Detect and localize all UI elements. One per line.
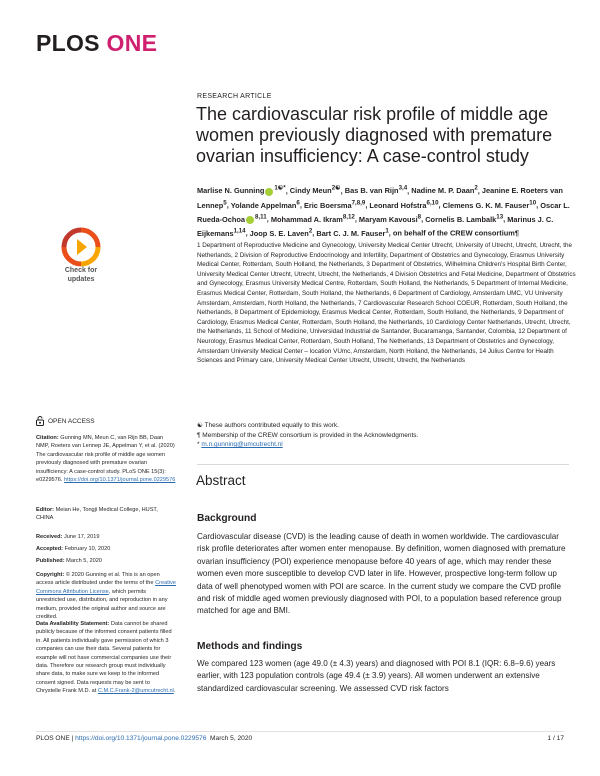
email-link[interactable]: m.n.gunning@umcutrecht.nl	[201, 441, 283, 449]
author-affiliation-marks: 6,10	[426, 199, 439, 207]
author-notes	[197, 421, 567, 450]
received-label: Received:	[36, 534, 63, 540]
author-name	[443, 201, 537, 210]
author-affiliation-marks: 8	[417, 213, 422, 221]
editor-text: Meian He, Tongji Medical College, HUST, CHINA	[36, 507, 158, 522]
author-affiliation-marks: 2☯	[331, 185, 341, 192]
data-availability-text: Data cannot be shared publicly because of the informed consent patients filled in. All patients individually gave permission of which 3 companies can use their data. Several patients for example will not have commercial companies use their data. Therefore our research group must individually share data, to make sure we keep to the informed consent signed. Data requests may be sent to Chrystelle Frank M.D. at	[36, 621, 172, 695]
author-name	[197, 186, 286, 195]
author-name	[304, 201, 365, 210]
author-name-text: Leonard Hofstra	[369, 200, 427, 210]
open-access-label: OPEN ACCESS	[48, 417, 95, 425]
check-updates-label: Check for updates	[64, 267, 98, 283]
equal-contribution-note: ☯ These authors contributed equally to this work.	[197, 422, 339, 429]
author-name-text: Yolande Appelman	[230, 200, 297, 210]
open-access-badge	[36, 416, 95, 426]
author-name-text: Marlise N. Gunning	[197, 186, 265, 196]
check-updates-icon	[58, 227, 104, 267]
data-availability-end: .	[173, 688, 176, 695]
citation-doi-link[interactable]: https://doi.org/10.1371/journal.pone.0229576	[64, 477, 176, 484]
author-affiliation-marks: 3,4	[398, 185, 408, 192]
author-affiliation-marks: 1	[385, 227, 389, 235]
copyright-text: © 2020 Gunning et al. This is an open access article distributed under the terms of the	[36, 572, 160, 587]
author-name-text: Marinus J. C. Eijkemans	[197, 214, 554, 238]
author-list: Marlise N. Gunning $^{1☯*}$, Cindy Meun$^{2☯}$, Bas B. van Rijn$^{3,4}$, Nadine M. P. Daan$^2$, Jeanine E. Roeters van Lennep$^5$, Yolande Appelman$^6$, Eric Boersma$^{7,8,9}$, Leonard Hofstra$^{6,10}$, Clemens G. K. M. Fauser$^{10}$, Oscar L. Rueda-Ochoa $^{8,11}$, Mohammad A. Ikram$^{8,12}$, Maryam Kavousi$^8$, Cornelis B. Lambalk$^{13}$, Marinus J. C. Eijkemans$^{1,14}$, Joop S. E. Laven$^2$, Bart C. J. M. Fauser$^1$, on behalf of the CREW consortium¶	[197, 185, 570, 238]
check-for-updates-badge[interactable]	[58, 227, 104, 287]
author-name	[231, 201, 300, 210]
methods-text: We compared 123 women (age 49.0 (± 4.3) years) and diagnosed with POI 8.1 (IQR: 6.8–9.6) years earlier, with 123 population controls (age 49.4 (± 3.9) years). All women underwent an extensive standardized cardiovascular screening. We assessed CVD risk factors	[197, 659, 556, 693]
author-name-text: Bart C. J. M. Fauser	[316, 228, 386, 238]
author-affiliation-marks: 2	[474, 185, 478, 192]
author-affiliation-marks: 10	[529, 199, 537, 207]
author-name	[316, 229, 388, 238]
affiliations: 1 Department of Reproductive Medicine and Gynecology, University Medical Center Utrecht, University of Utrecht, Utrecht, Utrecht, the Netherlands, 2 Division of Reproductive Endocrinology and Infertility, Department of Obstetrics and Gynecology, Erasmus University Medical Center, Rotterdam, South Holland, the Netherlands, 3 Department of Obstetrics, Wilhelmina Children's Hospital Birth Center, University Medical Center Utrecht, Utrecht, Utrecht, the Netherlands, 4 Division Obstetrics and Fetal Medicine, Department of Obstetrics and Gynecology, Erasmus University Medical Centre, Rotterdam, South Holland, the Netherlands, 5 Department of Internal Medicine, Erasmus Medical Center, Rotterdam, South Holland, the Netherlands, 6 Department of Cardiology, Amsterdam UMC, VU University Amsterdam, Amsterdam, North Holland, the Netherlands, 7 Cardiovascular Research School COEUR, Rotterdam, South Holland, the Netherlands, 8 Department of Epidemiology, Erasmus Medical Center, Rotterdam, South Holland, the Netherlands, 9 Department of Cardiology, Erasmus Medical Center, Rotterdam, South Holland, the Netherlands, 10 Cardiology Center Netherlands, Utrecht, Utrecht, the Netherlands, 11 School of Medicine, Universidad Industrial de Santander, Bucaramanga, Santander, Colombia, 12 Department of Neurology, Erasmus Medical Center, Rotterdam, South Holland, The Netherlands, 13 Department of Obstetrics and Gynecology, Amsterdam University Medical Center – location VUmc, Amsterdam, North Holland, the Netherlands, 14 Julius Centre for Health Sciences and Primary care, University Medical Center Utrecht, Utrecht, Utrecht, the Netherlands	[197, 242, 576, 365]
received-block	[36, 533, 176, 541]
received-date: June 17, 2019	[64, 534, 100, 540]
copyright-block	[36, 571, 176, 621]
author-name-text: Maryam Kavousi	[358, 214, 418, 224]
open-lock-icon	[36, 416, 44, 426]
author-name-text: Cornelis B. Lambalk	[425, 214, 497, 224]
author-affiliation-marks: 8,11	[255, 213, 267, 221]
author-name	[345, 186, 407, 195]
editor-block	[36, 506, 176, 523]
accepted-label: Accepted:	[36, 546, 64, 552]
footer-doi-link[interactable]: https://doi.org/10.1371/journal.pone.0229576	[75, 735, 207, 742]
author-affiliation-marks: 1,14	[233, 227, 246, 235]
author-name-text: Mohammad A. Ikram	[270, 214, 343, 224]
license-link[interactable]: Creative Commons Attribution License	[36, 580, 176, 595]
accepted-block	[36, 545, 176, 553]
author-name	[250, 229, 313, 238]
page-number: 1 / 17	[547, 735, 564, 742]
data-availability-block	[36, 620, 176, 696]
author-affiliation-marks: 1☯*	[274, 185, 286, 192]
corresponding-email	[197, 440, 567, 450]
article-title: The cardiovascular risk profile of middle age women previously diagnosed with premature ovarian insufficiency: A case-control study	[196, 104, 553, 166]
author-name-text: Cindy Meun	[289, 186, 332, 196]
email-prefix: *	[197, 441, 202, 449]
journal-logo[interactable]	[36, 30, 157, 57]
journal-logo-one: ONE	[106, 30, 158, 56]
accepted-date: February 10, 2020	[64, 546, 111, 552]
author-affiliation-marks: 6	[296, 199, 300, 207]
article-type: RESEARCH ARTICLE	[197, 93, 272, 100]
author-name	[369, 201, 438, 210]
data-request-email[interactable]: C.M.C.Frank-2@umcutrecht.nl	[97, 688, 174, 695]
editor-label: Editor:	[36, 507, 55, 513]
author-affiliation-marks: 8,12	[342, 213, 355, 221]
divider	[197, 464, 569, 465]
citation-label: Citation:	[36, 435, 59, 441]
data-availability-label: Data Availability Statement:	[36, 621, 110, 627]
methods-heading: Methods and findings	[197, 641, 303, 652]
citation-block	[36, 434, 176, 484]
membership-note: ¶ Membership of the CREW consortium is provided in the Acknowledgments.	[197, 431, 419, 439]
author-affiliation-marks: 5	[223, 199, 227, 207]
copyright-text-end: , which permits unrestricted use, distribution, and reproduction in any medium, provided the original author and source are credited.	[36, 588, 168, 621]
author-name-text: Clemens G. K. M. Fauser	[442, 200, 530, 210]
footer-date: March 5, 2020	[210, 735, 253, 742]
published-label: Published:	[36, 558, 65, 564]
author-name-text: Bas B. van Rijn	[344, 186, 399, 196]
copyright-label: Copyright:	[36, 572, 65, 578]
page-footer	[36, 735, 564, 742]
author-name-text: Joop S. E. Laven	[249, 228, 309, 238]
author-name	[290, 186, 341, 195]
author-affiliation-marks: 2	[308, 227, 313, 235]
author-name	[425, 215, 503, 224]
consortium-note: on behalf of the CREW consortium¶	[392, 228, 519, 238]
footer-journal: PLOS ONE	[36, 735, 70, 742]
orcid-icon[interactable]	[265, 188, 273, 196]
background-text: Cardiovascular disease (CVD) is the leading cause of death in women worldwide. The cardiovascular risk profile deteriorates after women enter menopause. By definition, women diagnosed with premature ovarian insufficiency (POI) experience menopause before 40 years of age, which may render these women even more susceptible to develop CVD later in life. However, prospective long-term follow up data of well phenotyped women with POI are scarce. In the current study we compare the CVD profile and risk of middle aged women previously diagnosed with POI, to a population based reference group matched for age and BMI.	[197, 532, 566, 616]
published-block	[36, 557, 176, 565]
published-date: March 5, 2020	[66, 558, 102, 564]
background-heading: Background	[197, 513, 257, 524]
author-name	[271, 215, 355, 224]
author-name-text: Oscar L. Rueda-Ochoa	[197, 200, 570, 224]
footer-divider	[36, 731, 564, 732]
author-affiliation-marks: 7,8,9	[351, 199, 366, 207]
author-name	[411, 186, 478, 195]
footer-separator: |	[69, 735, 76, 742]
journal-logo-plos: PLOS	[36, 30, 100, 56]
author-name-text: Nadine M. P. Daan	[411, 186, 475, 196]
author-name-text: Jeanine E. Roeters van Lennep	[197, 186, 563, 210]
footer-citation	[36, 735, 252, 742]
orcid-icon[interactable]	[246, 216, 254, 224]
citation-text: Gunning MN, Meun C, van Rijn BB, Daan NMP, Roeters van Lennep JE, Appelman Y, et al. (2020) The cardiovascular risk profile of middle age women previously diagnosed with premature ovarian insufficiency: A case-control study. PLoS ONE 15(3): e0229576.	[36, 435, 175, 484]
abstract-heading: Abstract	[196, 473, 246, 488]
author-name	[359, 215, 421, 224]
author-name-text: Eric Boersma	[303, 200, 352, 210]
author-affiliation-marks: 13	[496, 213, 504, 221]
